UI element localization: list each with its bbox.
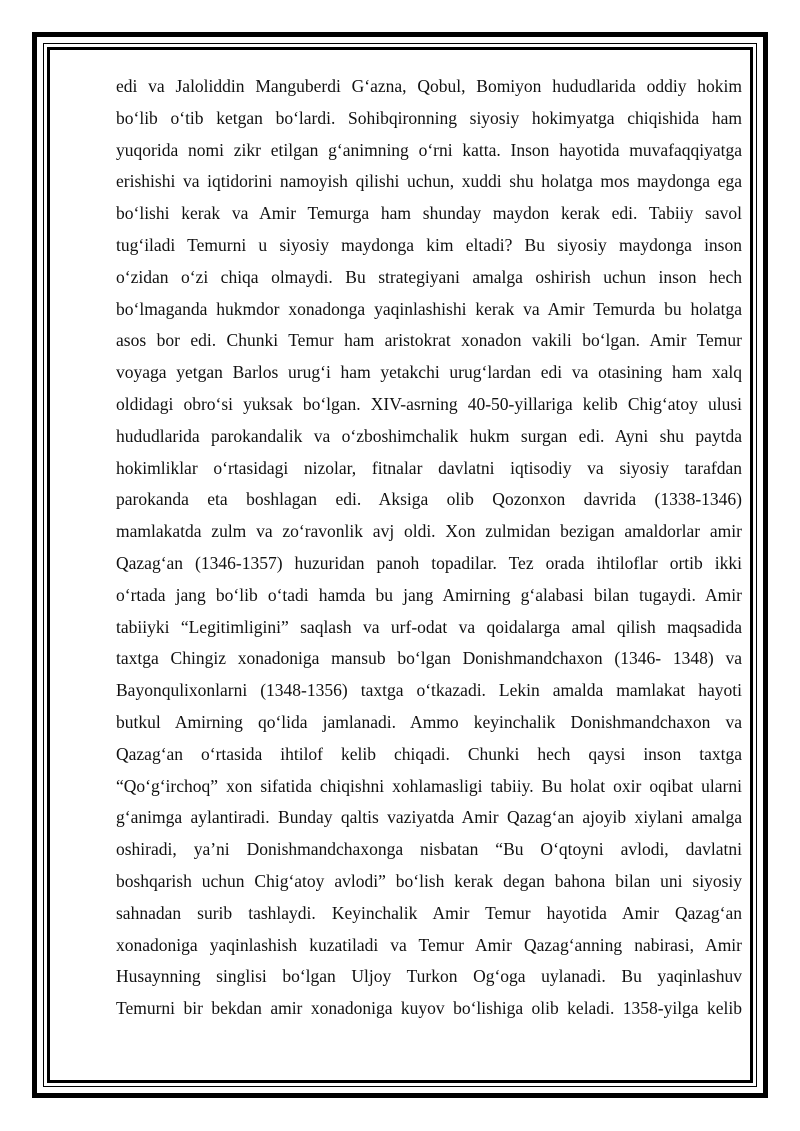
text-line: Bayonqulixonlarni (1348-1356) taxtga o‘tkazadi. Lekin amalda mamlakat hayoti	[116, 680, 742, 701]
text-line: o‘zidan o‘zi chiqa olmaydi. Bu strategiyani amalga oshirish uchun inson hech	[116, 266, 742, 287]
text-line: oshiradi, ya’ni Donishmandchaxonga nisbatan “Bu O‘qtoyni avlodi, davlatni	[116, 839, 742, 860]
text-line: hokimliklar o‘rtasidagi nizolar, fitnalar davlatni iqtisodiy va siyosiy tarafdan	[116, 457, 742, 478]
text-line: Husaynning singlisi bo‘lgan Uljoy Turkon Og‘oga uylanadi. Bu yaqinlashuv	[116, 966, 742, 987]
body-text	[116, 71, 742, 1025]
text-line: voyaga yetgan Barlos urug‘i ham yetakchi urug‘lardan edi va otasining ham xalq	[116, 362, 742, 383]
text-line: yuqorida nomi zikr etilgan g‘animning o‘rni katta. Inson hayotida muvafaqqiyatga	[116, 139, 742, 160]
text-line: o‘rtada jang bo‘lib o‘tadi hamda bu jang Amirning g‘alabasi bilan tugaydi. Amir	[116, 584, 742, 605]
text-line: bo‘lishi kerak va Amir Temurga ham shunday maydon kerak edi. Tabiiy savol	[116, 203, 742, 224]
text-line: Qazag‘an (1346-1357) huzuridan panoh topadilar. Tez orada ihtiloflar ortib ikki	[116, 552, 742, 573]
text-line: xonadoniga yaqinlashish kuzatiladi va Temur Amir Qazag‘anning nabirasi, Amir	[116, 934, 742, 955]
text-line: mamlakatda zulm va zo‘ravonlik avj oldi. Xon zulmidan bezigan amaldorlar amir	[116, 521, 742, 542]
text-line: sahnadan surib tashlaydi. Keyinchalik Amir Temur hayotida Amir Qazag‘an	[116, 902, 742, 923]
text-line: boshqarish uchun Chig‘atoy avlodi” bo‘lish kerak degan bahona bilan uni siyosiy	[116, 870, 742, 891]
text-line: parokanda eta boshlagan edi. Aksiga olib Qozonxon davrida (1338-1346)	[116, 489, 742, 510]
text-line: Qazag‘an o‘rtasida ihtilof kelib chiqadi. Chunki hech qaysi inson taxtga	[116, 743, 742, 764]
text-line: edi va Jaloliddin Manguberdi G‘azna, Qobul, Bomiyon hududlarida oddiy hokim	[116, 76, 742, 96]
text-line: taxtga Chingiz xonadoniga mansub bo‘lgan Donishmandchaxon (1346- 1348) va	[116, 648, 742, 669]
text-line: tug‘iladi Temurni u siyosiy maydonga kim eltadi? Bu siyosiy maydonga inson	[116, 234, 742, 255]
text-line: tabiiyki “Legitimligini” saqlash va urf-odat va qoidalarga amal qilish maqsadida	[116, 616, 742, 637]
text-line: oldidagi obro‘si yuksak bo‘lgan. XIV-asrning 40-50-yillariga kelib Chig‘atoy ulusi	[116, 393, 742, 414]
text-line: hududlarida parokandalik va o‘zboshimchalik hukm surgan edi. Ayni shu paytda	[116, 425, 742, 446]
text-line: bo‘lib o‘tib ketgan bo‘lardi. Sohibqironning siyosiy hokimyatga chiqishida ham	[116, 107, 742, 128]
text-line: erishishi va iqtidorini namoyish qilishi uchun, xuddi shu holatga mos maydonga ega	[116, 171, 742, 192]
text-line: g‘animga aylantiradi. Bunday qaltis vaziyatda Amir Qazag‘an ajoyib xiylani amalga	[116, 807, 742, 828]
text-line: “Qo‘g‘irchoq” xon sifatida chiqishni xohlamasligi tabiiy. Bu holat oxir oqibat ularni	[116, 775, 742, 796]
text-line: bo‘lmaganda hukmdor xonadonga yaqinlashishi kerak va Amir Temurda bu holatga	[116, 298, 742, 319]
text-line: asos bor edi. Chunki Temur ham aristokrat xonadon vakili bo‘lgan. Amir Temur	[116, 330, 742, 351]
text-line: butkul Amirning qo‘lida jamlanadi. Ammo keyinchalik Donishmandchaxon va	[116, 711, 742, 732]
text-line: Temurni bir bekdan amir xonadoniga kuyov bo‘lishiga olib keladi. 1358-yilga kelib	[116, 998, 742, 1019]
